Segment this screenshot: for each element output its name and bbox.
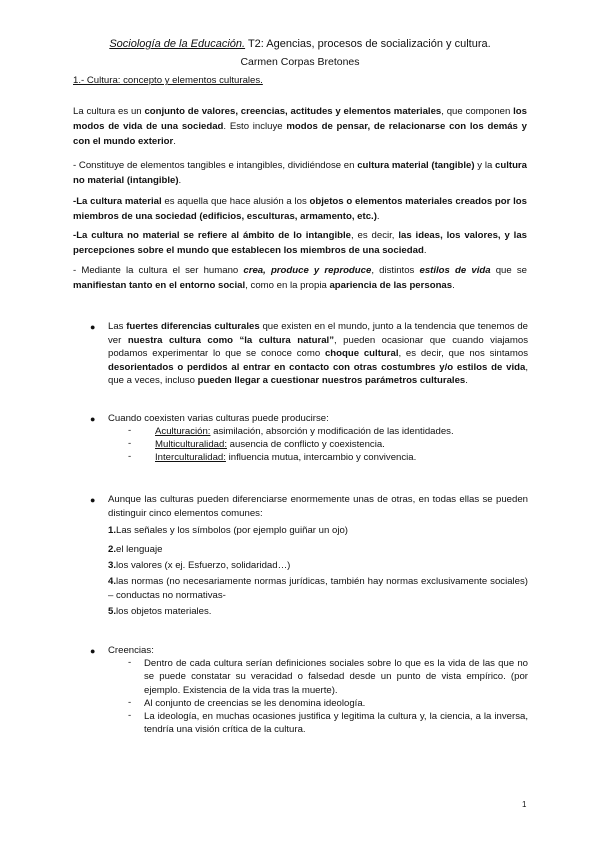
- text: que existen en el mundo, junto a la tendencia que tenemos de ver: [108, 321, 528, 346]
- text: .: [465, 375, 468, 387]
- section-heading: 1.- Cultura: concepto y elementos culturales.: [73, 75, 263, 86]
- text: el lenguaje: [116, 544, 163, 555]
- text: , pueden ocasionar que cuando viajamos podamos experimentar lo que se conoce como: [108, 334, 528, 360]
- text: , que componen: [441, 106, 514, 117]
- text: .: [423, 245, 427, 256]
- paragraph-tangible: [73, 158, 527, 188]
- bold-text: -La cultura material: [73, 196, 162, 207]
- bold-text: modos de pensar, de relacionarse con los demás y con el mundo exterior: [73, 121, 527, 147]
- item-number: 3.: [108, 560, 117, 571]
- dash-marker: -: [128, 425, 132, 436]
- text: . Esto incluye: [223, 121, 287, 132]
- element-item: [108, 575, 528, 603]
- text: , como en la propia: [245, 280, 330, 291]
- text: , distintos: [371, 265, 420, 276]
- text: Las señales y los símbolos (por ejemplo guiñar un ojo): [116, 525, 348, 536]
- text: - Constituye de elementos tangibles e intangibles, dividiéndose en: [73, 160, 358, 171]
- dash-marker: -: [128, 451, 132, 462]
- list-item-interculturalidad: [155, 451, 525, 464]
- bold-text: cultura material (tangible): [357, 160, 475, 171]
- item-number: 1.: [108, 525, 117, 536]
- bullet-icon: ●: [90, 495, 96, 505]
- text: es aquella que hace alusión a los: [161, 196, 310, 207]
- text: La cultura es un: [73, 106, 145, 117]
- term: Multiculturalidad:: [155, 439, 227, 450]
- beliefs-item: La ideología, en muchas ocasiones justifica y legitima la cultura y, la ciencia, a la inversa, tendría una visión crítica de la cultura.: [144, 711, 528, 736]
- beliefs-item: Dentro de cada cultura serían definiciones sociales sobre lo que es la vida de las que no se puede constatar su veracidad o falsedad desde un punto de vista empírico. (por ejemplo. Existencia de la vida tras la muerte).: [144, 658, 528, 696]
- term: Interculturalidad:: [155, 452, 226, 463]
- bold-text: apariencia de las personas: [329, 280, 453, 291]
- bold-text: los modos de vida de una sociedad: [73, 106, 527, 132]
- bold-text: desorientados o perdidos al entrar en contacto con otras costumbres y/o estilos de vida: [108, 361, 526, 373]
- bold-italic-text: crea, produce y reproduce: [243, 265, 372, 276]
- element-item: [108, 524, 528, 538]
- element-item: [108, 605, 528, 619]
- list-item-multiculturalidad: [155, 438, 525, 451]
- bullet-beliefs-intro: Creencias:: [108, 645, 154, 656]
- text: y la: [474, 160, 496, 171]
- paragraph-definition: [73, 104, 527, 149]
- bullet-cultural-shock: [108, 320, 528, 388]
- bullet-icon: ●: [90, 414, 96, 424]
- dash-marker: -: [128, 697, 132, 708]
- text: los valores (x ej. Esfuerzo, solidaridad…): [116, 560, 291, 571]
- bold-text: las ideas, los valores, y las percepciones sobre el mundo que establecen los miembros de una sociedad: [73, 230, 527, 256]
- bold-text: pueden llegar a cuestionar nuestros parámetros culturales: [197, 375, 466, 387]
- text: .: [178, 175, 182, 186]
- element-item: [108, 559, 528, 573]
- text: .: [376, 211, 380, 222]
- list-item-aculturacion: [155, 425, 525, 438]
- beliefs-item: Al conjunto de creencias se les denomina ideología.: [144, 698, 366, 709]
- bullet-icon: ●: [90, 322, 96, 332]
- author-name: Carmen Corpas Bretones: [240, 56, 360, 68]
- bold-italic-text: estilos de vida: [419, 265, 491, 276]
- text: influencia mutua, intercambio y convivencia.: [225, 452, 417, 463]
- text: .: [173, 136, 176, 147]
- subject-title: Sociología de la Educación.: [109, 38, 246, 50]
- text: .: [452, 280, 455, 291]
- text: Las: [108, 321, 127, 332]
- bullet-coexistence-intro: Cuando coexisten varias culturas puede producirse:: [108, 413, 329, 424]
- dash-marker: -: [128, 710, 132, 721]
- dash-marker: -: [128, 438, 132, 449]
- text: ausencia de conflicto y coexistencia.: [227, 439, 385, 450]
- paragraph-material-culture: [73, 194, 527, 224]
- bullet-elements-intro: Aunque las culturas pueden diferenciarse enormemente unas de otras, en todas ellas se pueden distinguir cinco elementos comunes:: [108, 494, 528, 519]
- text: , que a veces, incluso: [108, 361, 528, 387]
- paragraph-nonmaterial-culture: [73, 228, 527, 258]
- item-number: 2.: [108, 544, 117, 555]
- text: los objetos materiales.: [116, 606, 212, 617]
- item-number: 5.: [108, 606, 117, 617]
- text: - Mediante la cultura el ser humano: [73, 265, 244, 276]
- bold-text: -La cultura no material se refiere al ámbito de lo intangible: [73, 230, 352, 241]
- text: que se: [490, 265, 527, 276]
- bold-text: choque cultural: [324, 348, 399, 360]
- dash-marker: -: [128, 657, 132, 668]
- page-number: 1: [522, 800, 527, 809]
- bullet-icon: ●: [90, 646, 96, 656]
- text: asimilación, absorción y modificación de las identidades.: [210, 426, 454, 437]
- paragraph-lifestyles: [73, 263, 527, 293]
- element-item: [108, 543, 528, 557]
- bold-text: objetos o elementos materiales creados por los miembros de una sociedad (edificios, esculturas, armamento, etc.): [73, 196, 527, 222]
- topic-title: T2: Agencias, procesos de socialización y cultura.: [247, 38, 491, 50]
- item-number: 4.: [108, 576, 117, 587]
- bold-text: cultura no material (intangible): [73, 160, 528, 186]
- bold-text: conjunto de valores, creencias, actitudes y elementos materiales: [144, 106, 442, 117]
- text: , es decir, que nos sintamos: [398, 348, 528, 360]
- text: , es decir,: [351, 230, 399, 241]
- document-title: [0, 38, 600, 50]
- term: Aculturación:: [155, 426, 211, 437]
- bold-text: manifiestan tanto en el entorno social: [73, 280, 246, 291]
- text: las normas (no necesariamente normas jurídicas, también hay normas exclusivamente sociales) – conductas no normativas-: [108, 576, 528, 601]
- bold-text: nuestra cultura como “la cultura natural”: [127, 334, 334, 346]
- bold-text: fuertes diferencias culturales: [126, 321, 260, 332]
